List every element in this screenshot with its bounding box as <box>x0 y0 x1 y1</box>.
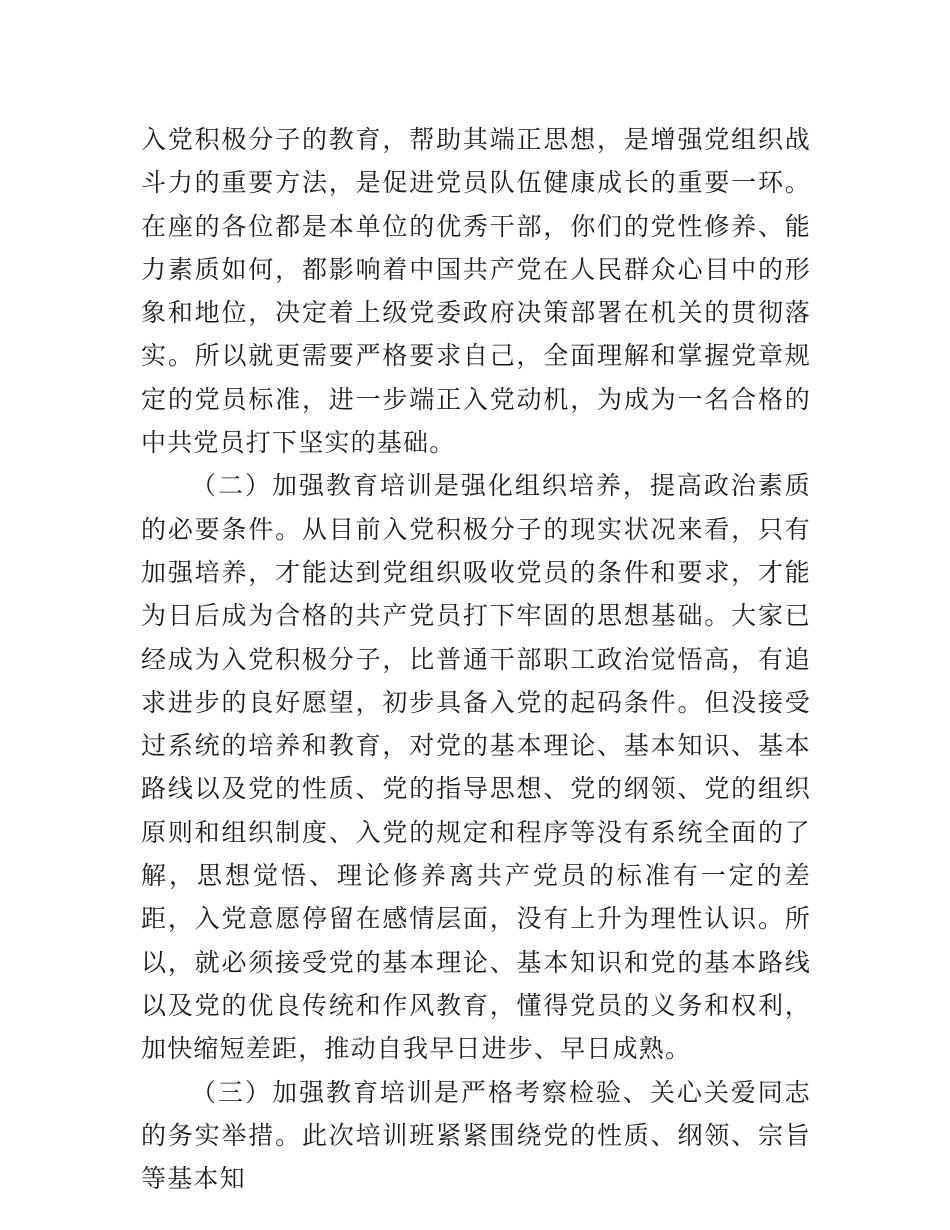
paragraph-3: （三）加强教育培训是严格考察检验、关心关爱同志的务实举措。此次培训班紧紧围绕党的性质、纲领、宗旨等基本知 <box>141 1077 811 1194</box>
document-body <box>141 118 811 1200</box>
paragraph-2: （二）加强教育培训是强化组织培养，提高政治素质的必要条件。从目前入党积极分子的现实状况来看，只有加强培养，才能达到党组织吸收党员的条件和要求，才能为日后成为合格的共产党员打下牢固的思想基础。大家已经成为入党积极分子，比普通干部职工政治觉悟高，有追求进步的良好愿望，初步具备入党的起码条件。但没接受过系统的培养和教育，对党的基本理论、基本知识、基本路线以及党的性质、党的指导思想、党的纲领、党的组织原则和组织制度、入党的规定和程序等没有系统全面的了解，思想觉悟、理论修养离共产党员的标准有一定的差距，入党意愿停留在感情层面，没有上升为理性认识。所以，就必须接受党的基本理论、基本知识和党的基本路线以及党的优良传统和作风教育，懂得党员的义务和权利，加快缩短差距，推动自我早日进步、早日成熟。 <box>141 471 811 1064</box>
paragraph-1: 入党积极分子的教育，帮助其端正思想，是增强党组织战斗力的重要方法，是促进党员队伍健康成长的重要一环。在座的各位都是本单位的优秀干部，你们的党性修养、能力素质如何，都影响着中国共产党在人民群众心目中的形象和地位，决定着上级党委政府决策部署在机关的贯彻落实。所以就更需要严格要求自己，全面理解和掌握党章规定的党员标准，进一步端正入党动机，为成为一名合格的中共党员打下坚实的基础。 <box>141 125 811 458</box>
